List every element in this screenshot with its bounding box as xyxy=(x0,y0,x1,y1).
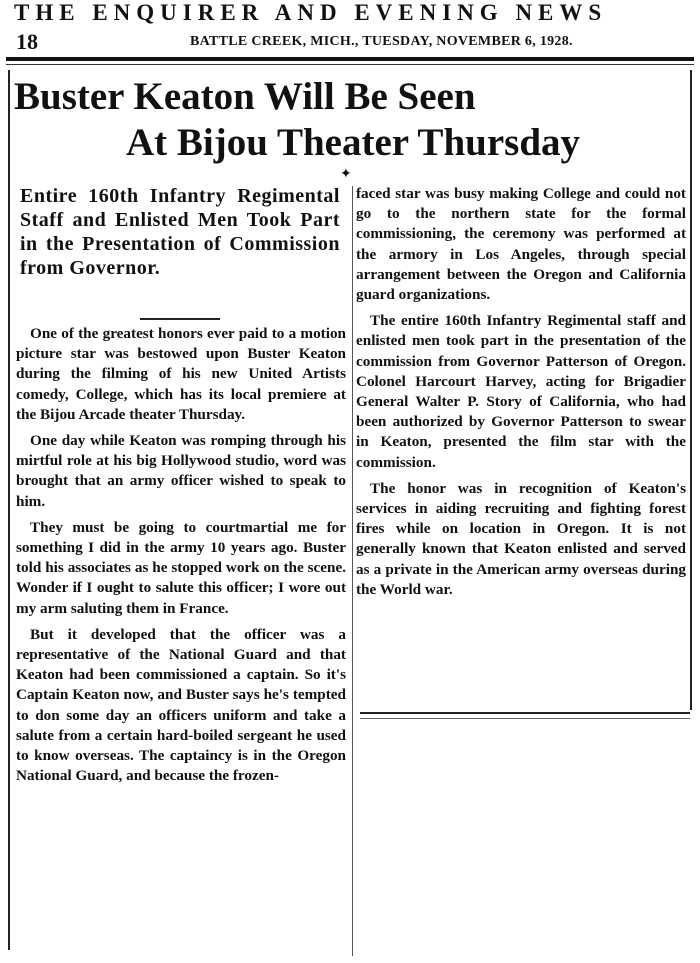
masthead-rule xyxy=(6,57,694,61)
body-paragraph: They must be going to courtmartial me for something I did in the army 10 years ago. Buster told his associates as he stopped work on the scene. Wonder if I ought to salute this officer; I wore out my arm saluting them in France. xyxy=(16,518,346,617)
newspaper-name: THE ENQUIRER AND EVENING NEWS xyxy=(14,0,608,25)
body-paragraph: One day while Keaton was romping through his mirtful role at his big Hollywood studio, word was brought that an army officer wished to speak to him. xyxy=(16,432,346,510)
left-column-rule xyxy=(8,70,10,950)
dingbat-ornament: ✦ xyxy=(340,166,352,182)
column-divider xyxy=(352,186,353,956)
headline-line-1: Buster Keaton Will Be Seen xyxy=(14,75,476,118)
article-end-rule xyxy=(360,712,690,714)
article-column-left xyxy=(16,324,346,792)
article-headline xyxy=(0,70,700,170)
article-deck: Entire 160th Infantry Regimental Staff and Enlisted Men Took Part in the Presentation of Commission from Governor. xyxy=(20,185,340,279)
masthead-rule-thin xyxy=(6,64,694,65)
body-paragraph-continued: faced star was busy making College and could not go to the northern state for the formal commissioning, the ceremony was performed at the armory in Los Angeles, through special arrangement between the Oregon and California guard organizations. xyxy=(356,185,686,304)
masthead xyxy=(0,0,700,58)
body-paragraph: The entire 160th Infantry Regimental staff and enlisted men took part in the presentation of the commission from Governor Patterson of Oregon. Colonel Harcourt Harvey, acting for Brigadier General Walter P. Story of California, who had been authorized by Governor Patterson to swear in Keaton, presented the film star with the commission. xyxy=(356,312,686,471)
article-end-rule-thin xyxy=(360,718,690,719)
article-column-right xyxy=(356,184,686,606)
dateline: BATTLE CREEK, MICH., TUESDAY, NOVEMBER 6, 1928. xyxy=(190,34,573,49)
body-paragraph: The honor was in recognition of Keaton's services in aiding recruiting and fighting forest fires while on location in Oregon. It is not generally known that Keaton enlisted and served as a private in the American army overseas during the World war. xyxy=(356,479,686,598)
body-paragraph: One of the greatest honors ever paid to a motion picture star was bestowed upon Buster Keaton during the filming of his new United Artists comedy, College, which has its local premiere at the Bijou Arcade theater Thursday. xyxy=(16,325,346,423)
page-number: 18 xyxy=(16,29,38,54)
deck-rule xyxy=(140,318,220,320)
body-paragraph: But it developed that the officer was a representative of the National Guard and that Keaton had been commissioned a captain. So it's Captain Keaton now, and Buster says he's tempted to don some day an officers uniform and take a salute from a certain hard-boiled sergeant he used to know overseas. The captaincy is in the Oregon National Guard, and because the frozen- xyxy=(16,625,346,785)
headline-line-2: At Bijou Theater Thursday xyxy=(126,121,581,164)
